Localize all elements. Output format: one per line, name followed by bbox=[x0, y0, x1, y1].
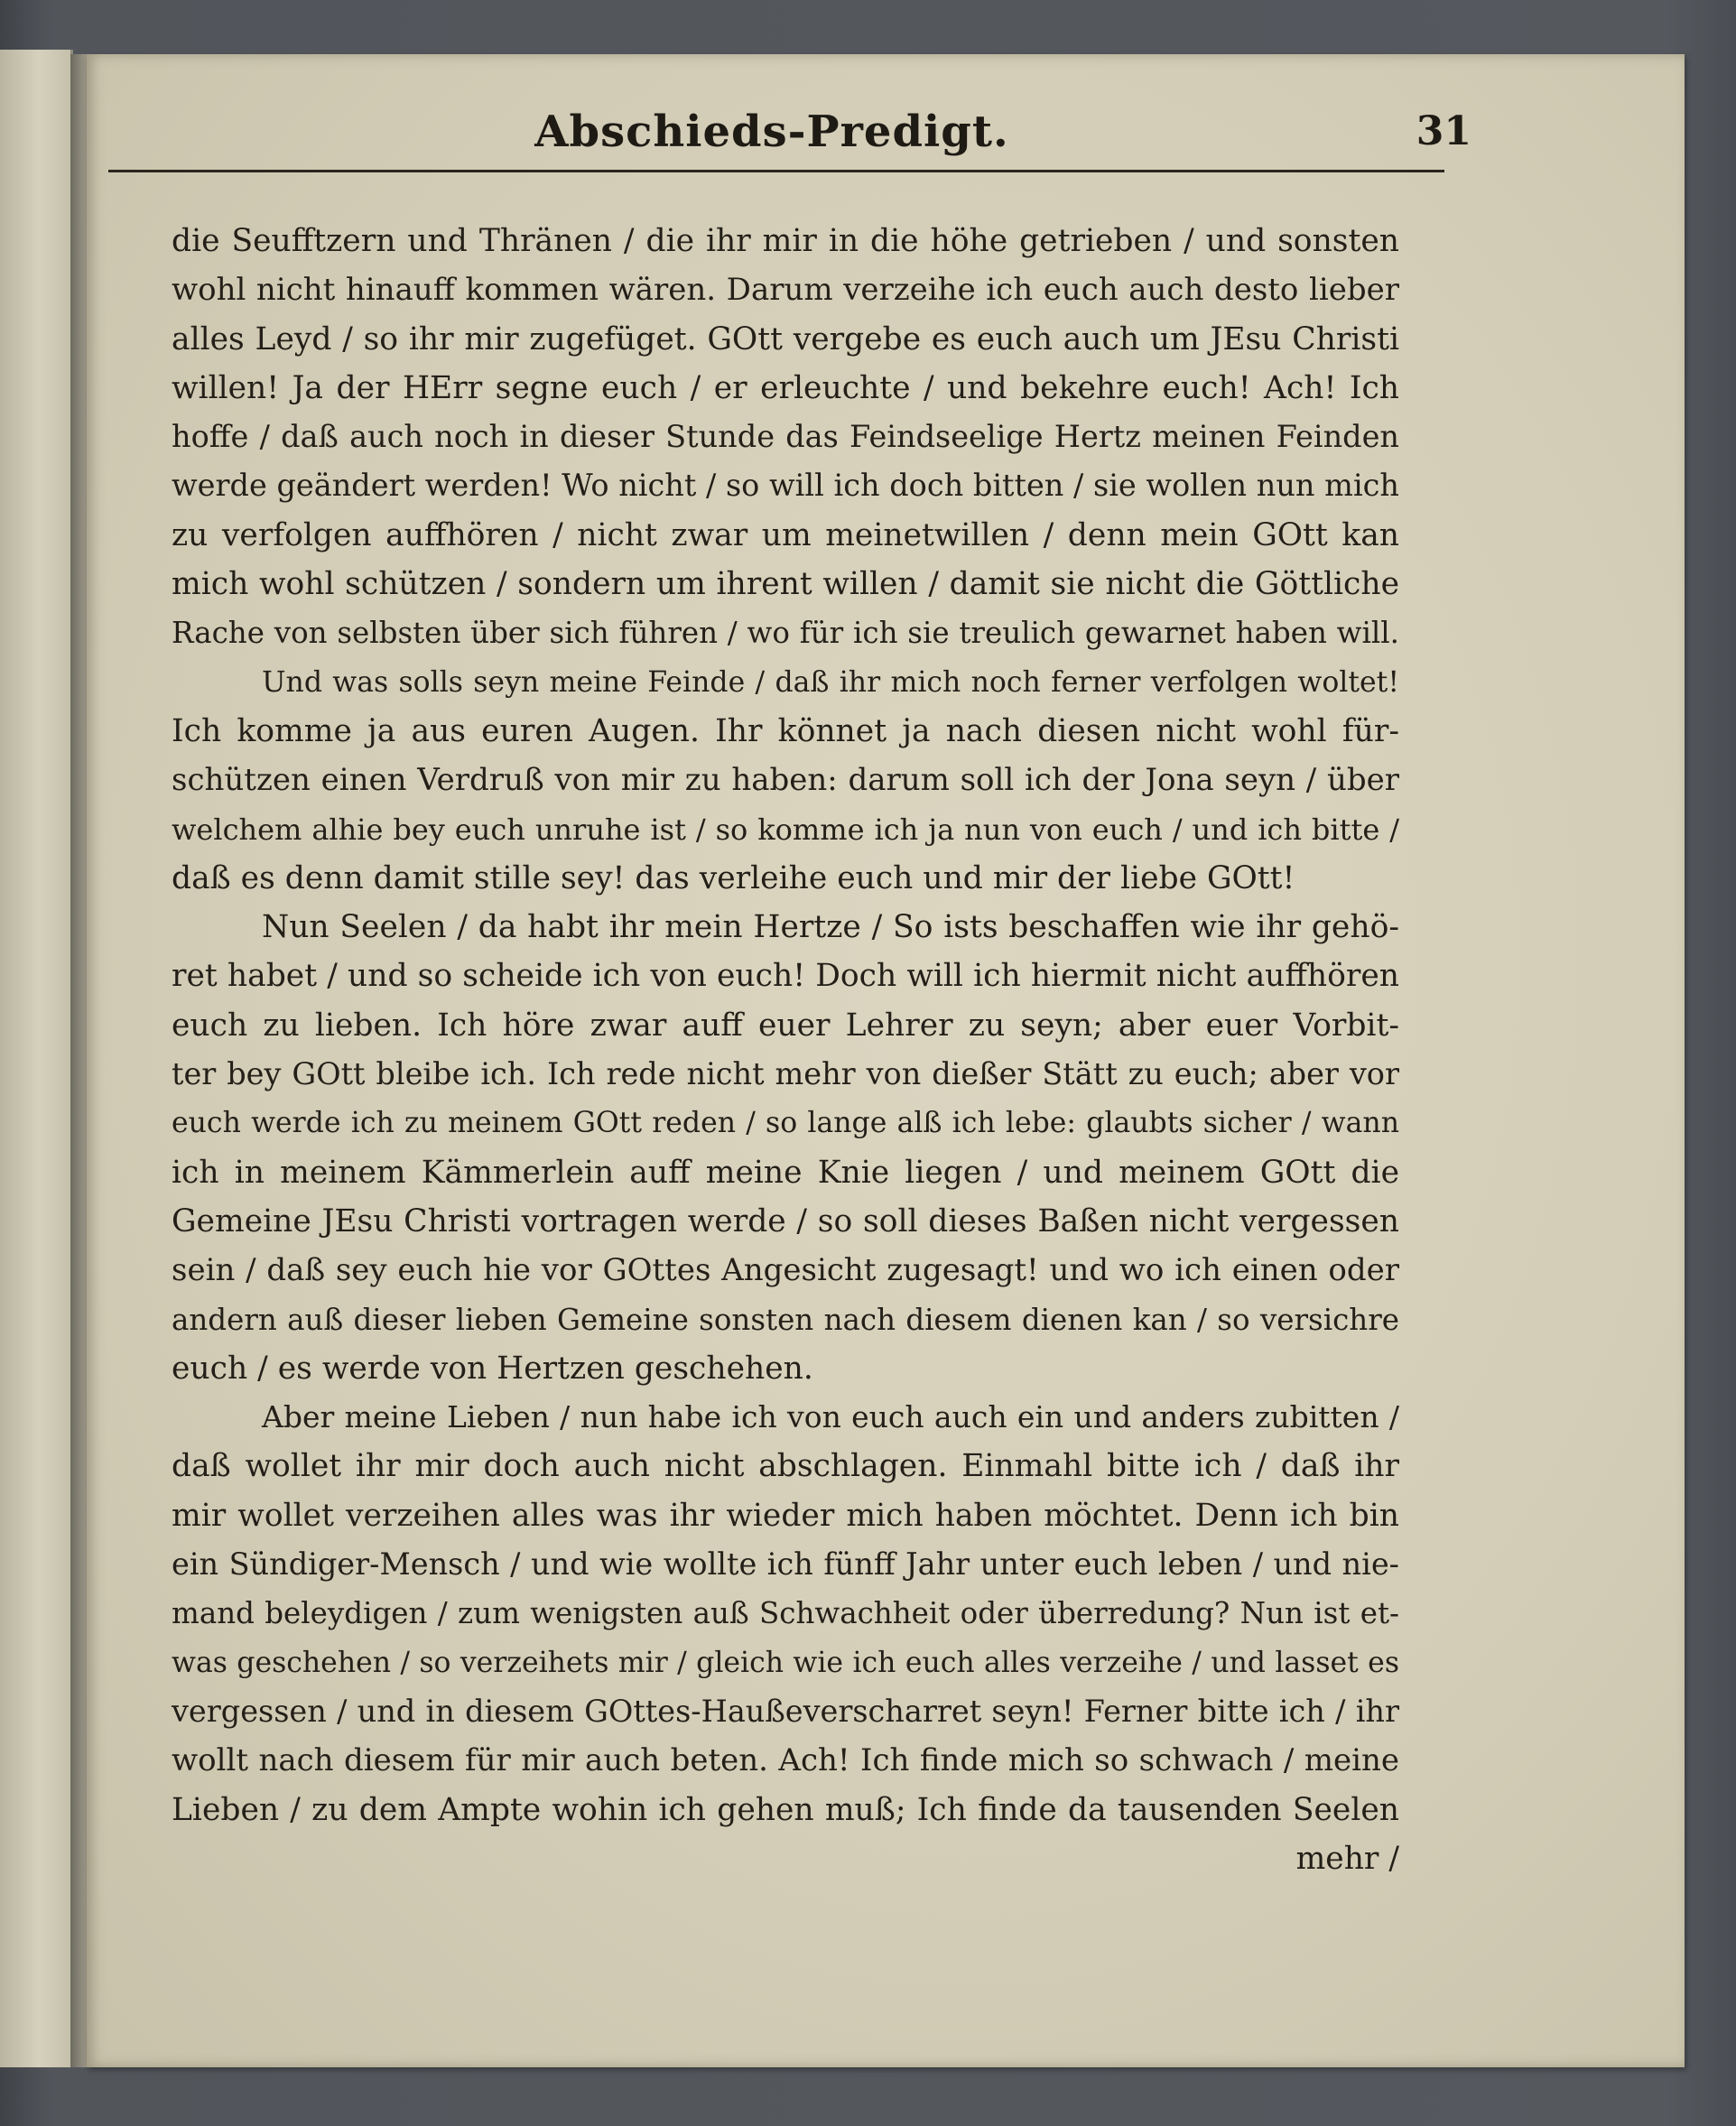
text-line: Aber meine Lieben / nun habe ich von euch auch ein und anders zubitten / bbox=[262, 1399, 1399, 1435]
text-line: mir wollet verzeihen alles was ihr wieder mich haben möchtet. Denn ich bin bbox=[172, 1497, 1399, 1534]
text-line: willen! Ja der HErr segne euch / er erleuchte / und bekehre euch! Ach! Ich bbox=[172, 369, 1399, 406]
text-line: euch zu lieben. Ich höre zwar auff euer Lehrer zu seyn; aber euer Vorbit- bbox=[172, 1007, 1399, 1044]
text-line: mich wohl schützen / sondern um ihrent willen / damit sie nicht die Göttliche bbox=[172, 566, 1399, 603]
text-line: Und was solls seyn meine Feinde / daß ihr mich noch ferner verfolgen woltet! bbox=[262, 665, 1399, 699]
catchword: mehr / bbox=[1295, 1840, 1399, 1877]
sermon-text bbox=[172, 217, 1399, 1883]
text-line: alles Leyd / so ihr mir zugefüget. GOtt vergebe es euch auch um JEsu Christi bbox=[172, 320, 1399, 357]
text-line: ein Sündiger-Mensch / und wie wollte ich fünff Jahr unter euch leben / und nie- bbox=[172, 1546, 1399, 1583]
text-line: ter bey GOtt bleibe ich. Ich rede nicht mehr von dießer Stätt zu euch; aber vor bbox=[172, 1056, 1399, 1092]
text-line: Lieben / zu dem Ampte wohin ich gehen muß; Ich finde da tausenden Seelen bbox=[172, 1791, 1399, 1828]
text-line: Gemeine JEsu Christi vortragen werde / so soll dieses Baßen nicht vergessen bbox=[172, 1202, 1399, 1239]
header-rule bbox=[108, 170, 1444, 172]
text-line: vergessen / und in diesem GOttes-Haußeverscharret seyn! Ferner bitte ich / ihr bbox=[172, 1693, 1399, 1729]
text-line: werde geändert werden! Wo nicht / so will ich doch bitten / sie wollen nun mich bbox=[172, 468, 1399, 504]
running-header bbox=[108, 107, 1471, 175]
left-page-edge bbox=[0, 50, 73, 2067]
text-line: Ich komme ja aus euren Augen. Ihr könnet ja nach diesen nicht wohl für- bbox=[172, 712, 1399, 749]
book-gutter bbox=[70, 54, 87, 2067]
text-line: andern auß dieser lieben Gemeine sonsten nach diesem dienen kan / so versichre bbox=[172, 1302, 1399, 1337]
text-line: euch / es werde von Hertzen geschehen. bbox=[172, 1350, 813, 1387]
text-line: die Seufftzern und Thränen / die ihr mir in die höhe getrieben / und sonsten bbox=[172, 223, 1399, 259]
text-line: ret habet / und so scheide ich von euch! Doch will ich hiermit nicht auffhören bbox=[172, 958, 1399, 995]
text-line: euch werde ich zu meinem GOtt reden / so lange alß ich lebe: glaubts sicher / wann bbox=[172, 1107, 1399, 1140]
running-title: Abschieds-Predigt. bbox=[534, 107, 1009, 157]
text-line: ich in meinem Kämmerlein auff meine Knie liegen / und meinem GOtt die bbox=[172, 1154, 1399, 1191]
text-line: daß wollet ihr mir doch auch nicht abschlagen. Einmahl bitte ich / daß ihr bbox=[172, 1448, 1399, 1485]
text-line: was geschehen / so verzeihets mir / gleich wie ich euch alles verzeihe / und lasset es bbox=[172, 1646, 1399, 1679]
text-line: Nun Seelen / da habt ihr mein Hertze / So ists beschaffen wie ihr gehö- bbox=[262, 909, 1399, 946]
text-line: daß es denn damit stille sey! das verleihe euch und mir der liebe GOtt! bbox=[172, 859, 1295, 896]
page-number: 31 bbox=[1416, 108, 1471, 154]
text-line: zu verfolgen auffhören / nicht zwar um meinetwillen / denn mein GOtt kan bbox=[172, 516, 1399, 553]
text-line: sein / daß sey euch hie vor GOttes Angesicht zugesagt! und wo ich einen oder bbox=[172, 1252, 1399, 1289]
text-line: mand beleydigen / zum wenigsten auß Schwachheit oder überredung? Nun ist et- bbox=[172, 1596, 1399, 1631]
text-line: wollt nach diesem für mir auch beten. Ach! Ich finde mich so schwach / meine bbox=[172, 1742, 1399, 1779]
text-line: hoffe / daß auch noch in dieser Stunde das Feindseelige Hertz meinen Feinden bbox=[172, 419, 1399, 455]
text-line: schützen einen Verdruß von mir zu haben: darum soll ich der Jona seyn / über bbox=[172, 762, 1399, 799]
text-line: wohl nicht hinauff kommen wären. Darum verzeihe ich euch auch desto lieber bbox=[172, 272, 1399, 309]
text-line: Rache von selbsten über sich führen / wo für ich sie treulich gewarnet haben will. bbox=[172, 616, 1399, 651]
text-line: welchem alhie bey euch unruhe ist / so komme ich ja nun von euch / und ich bitte / bbox=[172, 812, 1399, 847]
